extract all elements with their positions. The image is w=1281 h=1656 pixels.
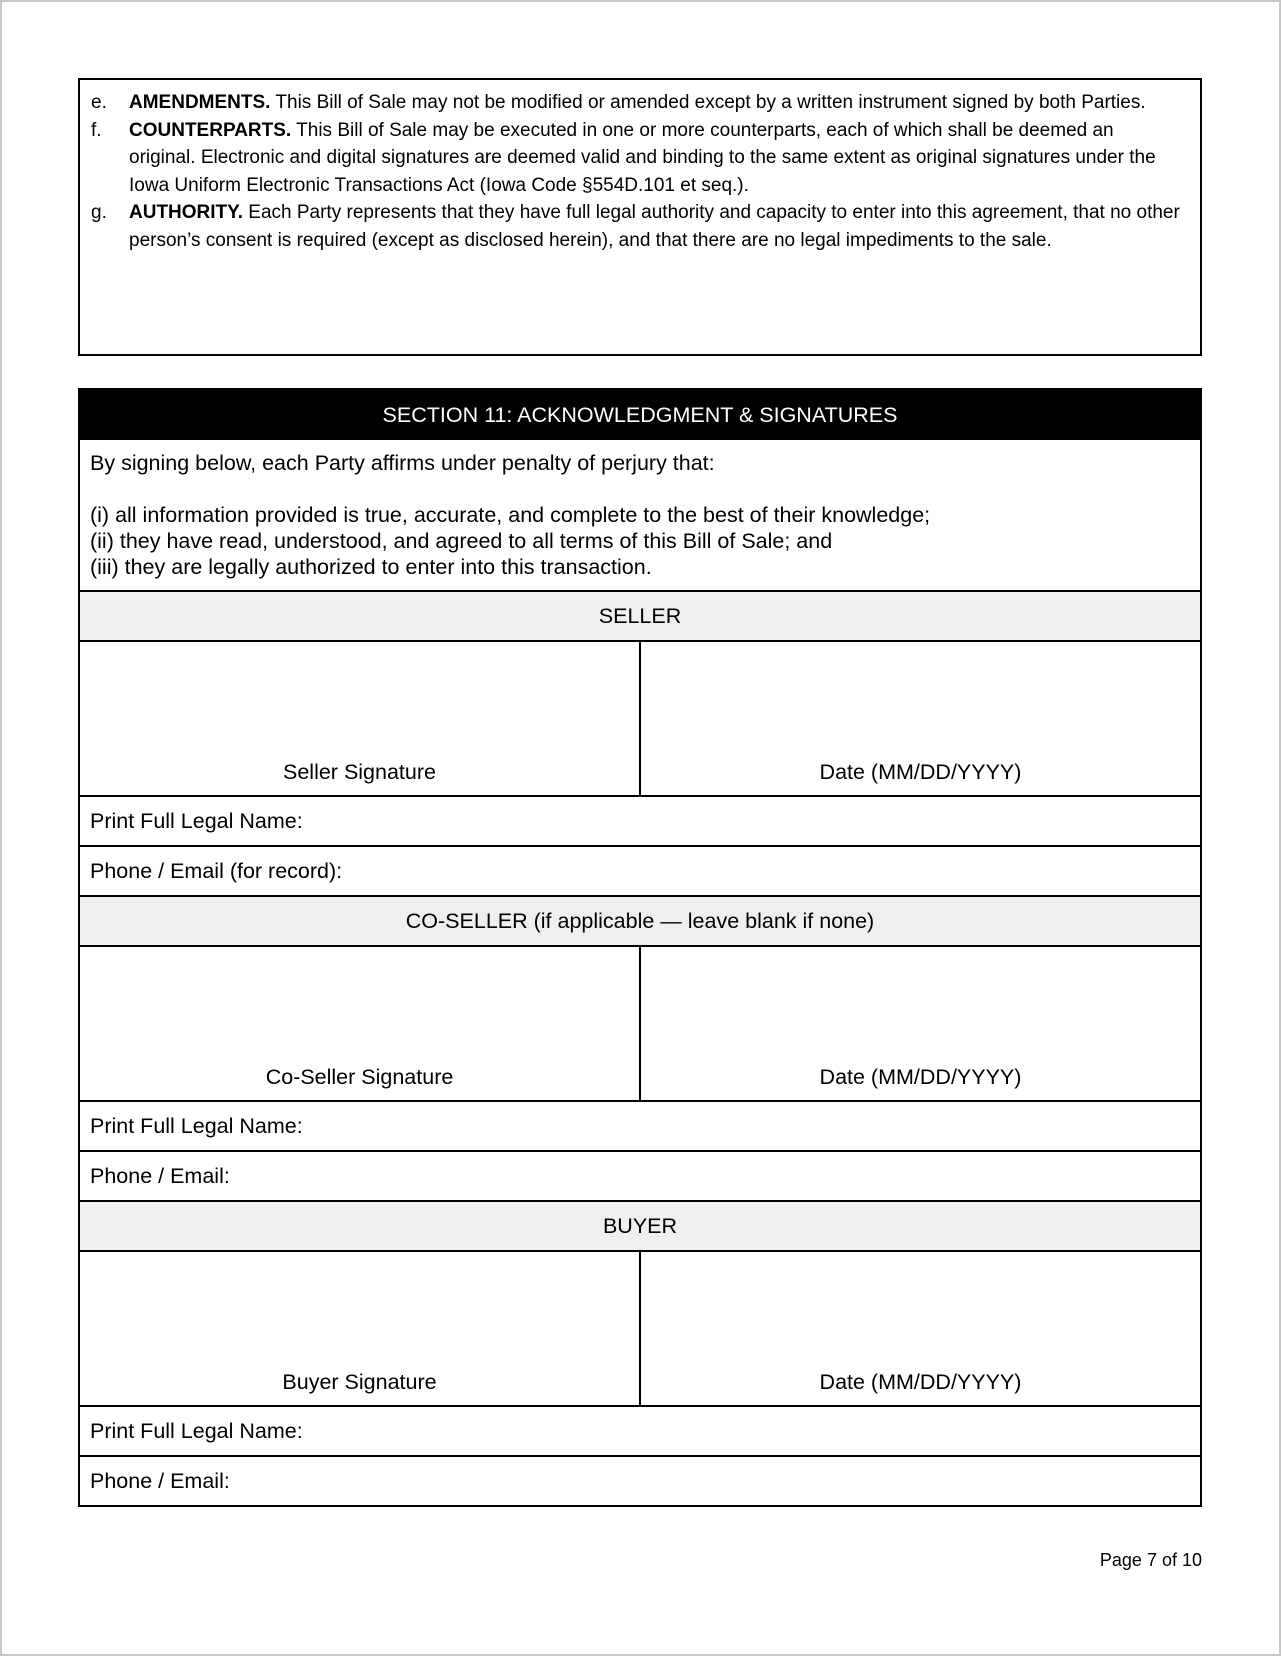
contact-label: Phone / Email: <box>90 1469 230 1493</box>
term-title: COUNTERPARTS. <box>129 119 292 141</box>
seller-date-field[interactable] <box>641 642 1200 795</box>
buyer-signature-field[interactable] <box>80 1252 641 1405</box>
page-number: Page 7 of 10 <box>1099 1550 1202 1570</box>
affirmation-block <box>80 440 1200 592</box>
date-label: Date (MM/DD/YYYY) <box>819 1065 1022 1089</box>
seller-signature-row <box>80 642 1200 797</box>
co-seller-signature-field[interactable] <box>80 947 641 1100</box>
name-label: Print Full Legal Name: <box>90 1419 303 1443</box>
seller-contact-field[interactable] <box>80 847 1200 897</box>
name-label: Print Full Legal Name: <box>90 809 303 833</box>
term-amendments <box>90 89 1184 117</box>
affirmation-item: (iii) they are legally authorized to enter into this transaction. <box>90 555 652 579</box>
signature-label: Seller Signature <box>283 760 436 784</box>
date-label: Date (MM/DD/YYYY) <box>819 1370 1022 1394</box>
co-seller-name-field[interactable] <box>80 1102 1200 1152</box>
buyer-header: BUYER <box>80 1202 1200 1252</box>
term-letter: f. <box>91 119 102 141</box>
co-seller-signature-row <box>80 947 1200 1102</box>
term-counterparts <box>90 117 1184 200</box>
contact-label: Phone / Email: <box>90 1164 230 1188</box>
term-letter: e. <box>91 92 107 113</box>
signature-label: Co-Seller Signature <box>265 1065 454 1089</box>
term-title: AMENDMENTS. <box>129 92 271 113</box>
date-label: Date (MM/DD/YYYY) <box>819 760 1022 784</box>
buyer-date-field[interactable] <box>641 1252 1200 1405</box>
term-text: This Bill of Sale may be executed in one or more counterparts, each of which shall be deemed an original. Electronic and digital signatures are deemed valid and binding to the same extent as original signatures under the Iowa Uniform Electronic Transactions Act (Iowa Code §554D.101 et seq.). <box>129 119 1156 196</box>
buyer-contact-field[interactable] <box>80 1457 1200 1505</box>
buyer-name-field[interactable] <box>80 1407 1200 1457</box>
co-seller-contact-field[interactable] <box>80 1152 1200 1202</box>
term-title: AUTHORITY. <box>129 202 243 223</box>
affirmation-intro: By signing below, each Party affirms under penalty of perjury that: <box>90 451 715 475</box>
co-seller-date-field[interactable] <box>641 947 1200 1100</box>
section-title: SECTION 11: ACKNOWLEDGMENT & SIGNATURES <box>80 390 1200 440</box>
name-label: Print Full Legal Name: <box>90 1114 303 1138</box>
term-body <box>129 89 1184 117</box>
seller-name-field[interactable] <box>80 797 1200 847</box>
term-body <box>129 117 1184 200</box>
term-letter: g. <box>91 202 107 223</box>
seller-signature-field[interactable] <box>80 642 641 795</box>
co-seller-header: CO-SELLER (if applicable — leave blank if none) <box>80 897 1200 947</box>
buyer-signature-row <box>80 1252 1200 1407</box>
term-text: Each Party represents that they have full legal authority and capacity to enter into this agreement, that no other person’s consent is required (except as disclosed herein), and that there are no legal impediments to the sale. <box>129 202 1180 251</box>
term-text: This Bill of Sale may not be modified or amended except by a written instrument signed by both Parties. <box>275 92 1146 113</box>
signature-label: Buyer Signature <box>282 1370 437 1394</box>
term-authority <box>90 199 1184 254</box>
affirmation-item: (ii) they have read, understood, and agreed to all terms of this Bill of Sale; and <box>90 529 833 553</box>
seller-header: SELLER <box>80 592 1200 642</box>
signatures-table <box>78 388 1202 1507</box>
contact-label: Phone / Email (for record): <box>90 859 343 883</box>
affirmation-item: (i) all information provided is true, accurate, and complete to the best of their knowledge; <box>90 503 931 527</box>
terms-box <box>78 78 1202 356</box>
term-body <box>129 199 1184 254</box>
